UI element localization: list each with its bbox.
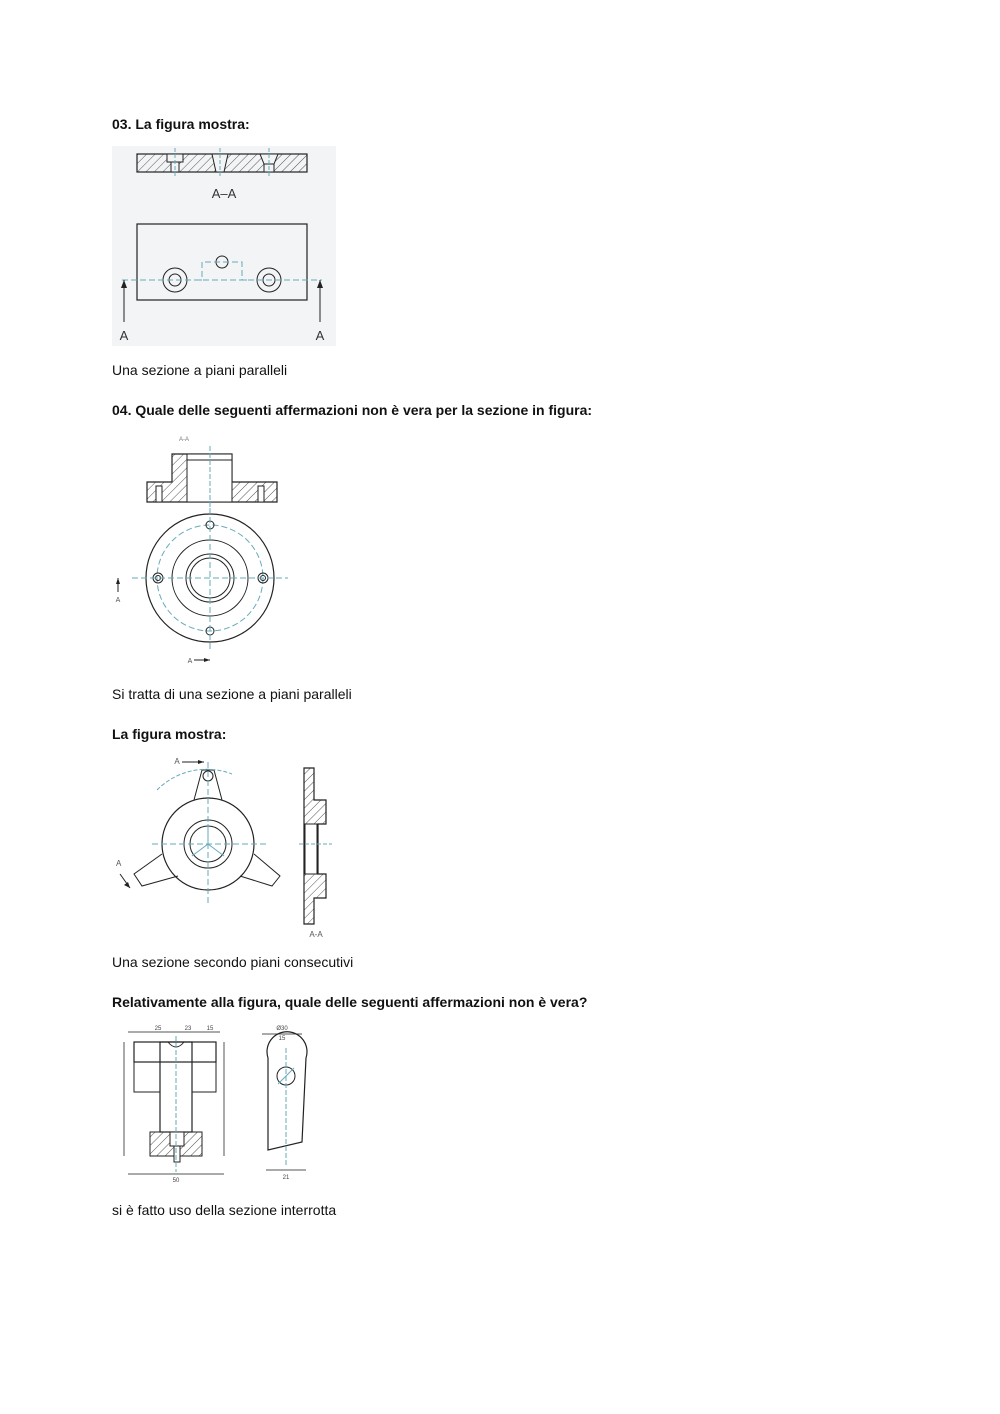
figure-flange-section bbox=[112, 432, 292, 670]
question-05: La figura mostra: bbox=[112, 726, 227, 742]
dimension-21: 21 bbox=[282, 1175, 290, 1181]
arrow-label-left: A bbox=[115, 597, 121, 604]
arrow-label-left: A bbox=[116, 859, 122, 868]
figure-interrupted-section bbox=[112, 1022, 332, 1186]
question-03: 03. La figura mostra: bbox=[112, 116, 250, 132]
answer-03: Una sezione a piani paralleli bbox=[112, 362, 288, 378]
figure-section-parallel-planes bbox=[112, 146, 336, 346]
dimension-diameter-30: Ø30 bbox=[276, 1026, 288, 1032]
section-label: A–A bbox=[211, 186, 237, 201]
answer-06: si è fatto uso della sezione interrotta bbox=[112, 1202, 337, 1218]
question-04: 04. Quale delle seguenti affermazioni non è vera per la sezione in figura: bbox=[112, 402, 593, 418]
figure-consecutive-planes bbox=[112, 754, 342, 944]
arrow-label-left: A bbox=[119, 328, 129, 343]
dimension-25: 25 bbox=[154, 1026, 162, 1032]
question-06: Relativamente alla figura, quale delle seguenti affermazioni non è vera? bbox=[112, 994, 588, 1010]
dimension-50: 50 bbox=[172, 1178, 180, 1184]
arrow-label-top: A bbox=[174, 757, 180, 766]
arrow-label-right: A bbox=[315, 328, 325, 343]
dimension-15: 15 bbox=[206, 1026, 214, 1032]
answer-04: Si tratta di una sezione a piani paralleli bbox=[112, 686, 352, 702]
dimension-15-side: 15 bbox=[278, 1036, 286, 1042]
answer-05: Una sezione secondo piani consecutivi bbox=[112, 954, 354, 970]
arrow-label-bottom: A bbox=[187, 658, 193, 665]
section-label: A-A bbox=[178, 437, 190, 443]
section-label: A-A bbox=[309, 930, 323, 939]
dimension-23: 23 bbox=[184, 1026, 192, 1032]
